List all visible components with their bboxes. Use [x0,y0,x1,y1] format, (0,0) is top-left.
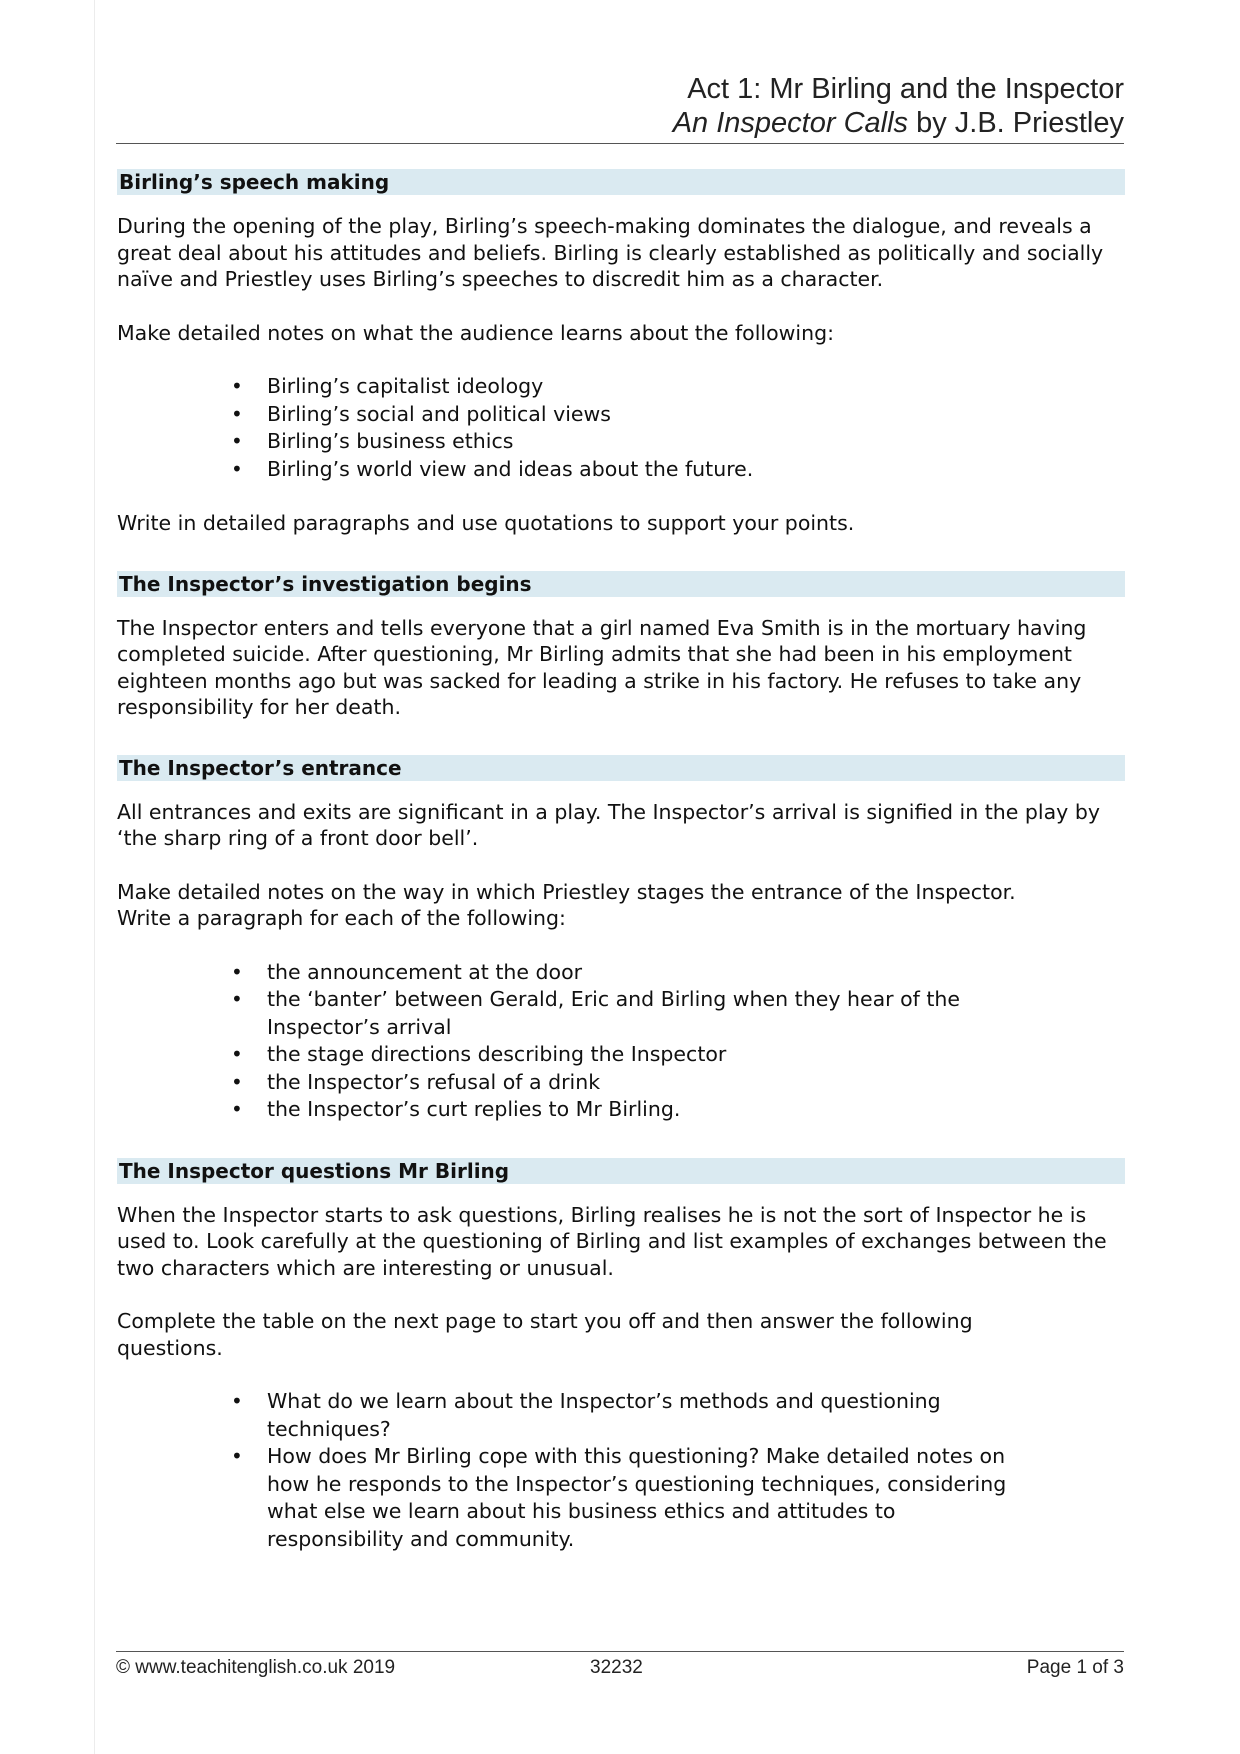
bullet-icon: • [231,959,243,984]
section-paragraph: The Inspector enters and tells everyone that a girl named Eva Smith is in the mortuary having completed suicide. After questioning, Mr Birling admits that she had been in his employment eighteen months ago but was sacked for leading a strike in his factory. He refuses to take any responsibility for her death. [117,615,1087,719]
bullet-icon: • [231,1444,243,1468]
section-task: Make detailed notes on the way in which Priestley stages the entrance of the Inspector. [117,879,1016,904]
section-paragraph: All entrances and exits are significant in a play. The Inspector’s arrival is signified in the play by ‘the sharp ring of a front door bell’. [117,799,1100,850]
bullet-icon: • [231,1389,243,1413]
list-item: • Birling’s business ethics [267,428,1125,456]
section-heading-speech-making: Birling’s speech making [117,169,1125,195]
header-subtitle [116,106,1124,140]
section-task: Make detailed notes on what the audience learns about the following: [117,320,835,345]
bullet-icon: • [231,374,243,398]
section-task: Write a paragraph for each of the following: [117,906,566,930]
section-closing: Write in detailed paragraphs and use quotations to support your points. [117,511,855,535]
header-divider [116,143,1124,144]
list-item: • the ‘banter’ between Gerald, Eric and Birling when they hear of the Inspector’s arrival [231,987,960,1039]
footer-page-number: Page 1 of 3 [1026,1657,1124,1678]
bullet-icon: • [231,987,243,1011]
bullet-list [117,959,1125,1124]
list-item: • How does Mr Birling cope with this questioning? Make detailed notes on how he responds to the Inspector’s questioning techniques, considering what else we learn about his business ethics and attitudes to responsibility and community. [231,1444,1007,1551]
book-title: An Inspector Calls [672,107,909,139]
section-heading-questions: The Inspector questions Mr Birling [117,1158,1125,1184]
section-heading-entrance: The Inspector’s entrance [117,755,1125,781]
list-item: • the stage directions describing the Inspector [267,1041,1005,1069]
section-paragraph: When the Inspector starts to ask questions, Birling realises he is not the sort of Inspector he is used to. Look carefully at the questioning of Birling and list examples of exchanges between the two characters which are interesting or unusual. [117,1202,1107,1280]
list-item: • Birling’s capitalist ideology [267,373,1125,401]
bullet-icon: • [231,429,243,453]
list-item: • the Inspector’s curt replies to Mr Birling. [267,1096,1005,1124]
bullet-icon: • [231,401,243,426]
document-body [117,169,1125,1553]
page-edge-line [94,0,95,1754]
list-item: • the announcement at the door [267,959,1005,987]
bullet-list [117,373,1125,483]
document-header [116,72,1124,140]
list-item: • What do we learn about the Inspector’s methods and questioning techniques? [231,1389,941,1441]
section-paragraph: During the opening of the play, Birling’s speech-making dominates the dialogue, and reveals a great deal about his attitudes and beliefs. Birling is clearly established as politically and socially naïve and Priestley uses Birling’s speeches to discredit him as a character. [117,214,1104,291]
bullet-icon: • [231,1069,243,1094]
section-heading-investigation: The Inspector’s investigation begins [117,571,1125,597]
bullet-icon: • [231,1097,243,1121]
author-line: by J.B. Priestley [908,107,1124,139]
bullet-list [117,1388,1125,1553]
footer-copyright: © www.teachitenglish.co.uk 2019 [116,1657,396,1678]
header-title: Act 1: Mr Birling and the Inspector [687,73,1124,105]
footer-resource-code: 32232 [590,1657,643,1678]
list-item: • the Inspector’s refusal of a drink [267,1069,1005,1097]
list-item: • Birling’s world view and ideas about the future. [267,456,1125,484]
bullet-icon: • [231,456,243,481]
footer-divider [116,1651,1124,1652]
section-task: Complete the table on the next page to start you off and then answer the following questions. [117,1309,973,1360]
bullet-icon: • [231,1042,243,1066]
list-item: • Birling’s social and political views [267,401,1125,429]
